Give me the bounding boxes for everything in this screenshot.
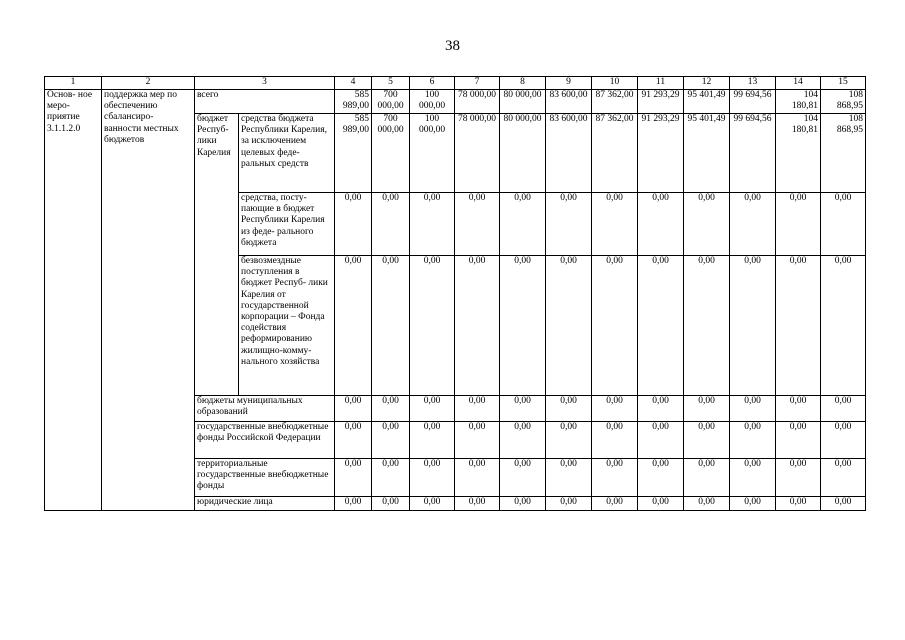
value-cell: 0,00 xyxy=(455,497,500,511)
value-cell: 0,00 xyxy=(500,396,546,422)
activity-code: Основ- ное меро- приятие 3.1.1.2.0 xyxy=(45,90,102,511)
value-cell: 0,00 xyxy=(455,422,500,459)
value-cell: 585 989,00 xyxy=(335,114,372,193)
header-cell: 11 xyxy=(638,77,684,90)
value-cell: 0,00 xyxy=(821,396,866,422)
value-cell: 95 401,49 xyxy=(684,90,730,114)
value-cell: 0,00 xyxy=(372,396,410,422)
value-cell: 0,00 xyxy=(730,256,776,396)
value-cell: 108 868,95 xyxy=(821,90,866,114)
value-cell: 0,00 xyxy=(410,396,455,422)
page-number: 38 xyxy=(445,38,460,54)
value-cell: 0,00 xyxy=(335,497,372,511)
value-cell: 87 362,00 xyxy=(592,90,638,114)
header-cell: 10 xyxy=(592,77,638,90)
value-cell: 80 000,00 xyxy=(500,90,546,114)
value-cell: 0,00 xyxy=(638,422,684,459)
value-cell: 0,00 xyxy=(776,256,821,396)
republic-budget-label: бюджет Респуб- лики Карелия xyxy=(195,114,239,396)
header-cell: 13 xyxy=(730,77,776,90)
value-cell: 0,00 xyxy=(410,497,455,511)
value-cell: 0,00 xyxy=(684,396,730,422)
value-cell: 0,00 xyxy=(592,459,638,497)
value-cell: 0,00 xyxy=(500,497,546,511)
value-cell: 0,00 xyxy=(730,193,776,256)
value-cell: 0,00 xyxy=(684,459,730,497)
row-label-gratuitous: безвозмездные поступления в бюджет Респуб- лики Карелия от государственной корпорации – Фонда содействия реформированию жилищно-комму- нального хозяйства xyxy=(239,256,335,396)
value-cell: 99 694,56 xyxy=(730,90,776,114)
value-cell: 78 000,00 xyxy=(455,90,500,114)
value-cell: 0,00 xyxy=(638,193,684,256)
header-cell: 15 xyxy=(821,77,866,90)
value-cell: 0,00 xyxy=(638,396,684,422)
value-cell: 0,00 xyxy=(684,193,730,256)
header-cell: 14 xyxy=(776,77,821,90)
value-cell: 99 694,56 xyxy=(730,114,776,193)
row-label-republic-own: средства бюджета Республики Карелия, за исключением целевых феде- ральных средств xyxy=(239,114,335,193)
header-cell: 9 xyxy=(546,77,592,90)
value-cell: 0,00 xyxy=(372,193,410,256)
value-cell: 0,00 xyxy=(410,422,455,459)
value-cell: 0,00 xyxy=(821,193,866,256)
value-cell: 0,00 xyxy=(335,256,372,396)
value-cell: 0,00 xyxy=(638,256,684,396)
value-cell: 0,00 xyxy=(592,193,638,256)
table-row xyxy=(45,90,866,114)
value-cell: 0,00 xyxy=(500,256,546,396)
value-cell: 0,00 xyxy=(410,193,455,256)
value-cell: 0,00 xyxy=(500,422,546,459)
value-cell: 0,00 xyxy=(592,422,638,459)
value-cell: 95 401,49 xyxy=(684,114,730,193)
value-cell: 0,00 xyxy=(335,193,372,256)
value-cell: 700 000,00 xyxy=(372,114,410,193)
value-cell: 0,00 xyxy=(500,193,546,256)
value-cell: 0,00 xyxy=(821,422,866,459)
row-label-territorial-funds: территориальные государственные внебюджетные фонды xyxy=(195,459,335,497)
value-cell: 91 293,29 xyxy=(638,114,684,193)
header-cell: 1 xyxy=(45,77,102,90)
value-cell: 0,00 xyxy=(546,459,592,497)
value-cell: 87 362,00 xyxy=(592,114,638,193)
value-cell: 0,00 xyxy=(730,422,776,459)
value-cell: 0,00 xyxy=(372,256,410,396)
budget-table xyxy=(44,76,866,511)
row-label-state-funds: государственные внебюджетные фонды Российской Федерации xyxy=(195,422,335,459)
value-cell: 0,00 xyxy=(335,396,372,422)
value-cell: 0,00 xyxy=(592,497,638,511)
value-cell: 0,00 xyxy=(500,459,546,497)
row-label-total: всего xyxy=(195,90,335,114)
value-cell: 0,00 xyxy=(776,193,821,256)
value-cell: 0,00 xyxy=(592,396,638,422)
value-cell: 104 180,81 xyxy=(776,114,821,193)
value-cell: 0,00 xyxy=(638,497,684,511)
header-cell: 2 xyxy=(102,77,195,90)
value-cell: 0,00 xyxy=(335,459,372,497)
value-cell: 0,00 xyxy=(372,497,410,511)
value-cell: 0,00 xyxy=(684,497,730,511)
value-cell: 100 000,00 xyxy=(410,90,455,114)
value-cell: 0,00 xyxy=(776,396,821,422)
value-cell: 78 000,00 xyxy=(455,114,500,193)
value-cell: 0,00 xyxy=(455,193,500,256)
value-cell: 0,00 xyxy=(776,422,821,459)
header-cell: 6 xyxy=(410,77,455,90)
value-cell: 0,00 xyxy=(455,256,500,396)
value-cell: 108 868,95 xyxy=(821,114,866,193)
header-cell: 4 xyxy=(335,77,372,90)
header-row xyxy=(45,77,866,90)
value-cell: 0,00 xyxy=(821,497,866,511)
header-cell: 12 xyxy=(684,77,730,90)
value-cell: 0,00 xyxy=(546,497,592,511)
value-cell: 0,00 xyxy=(546,422,592,459)
value-cell: 83 600,00 xyxy=(546,90,592,114)
value-cell: 104 180,81 xyxy=(776,90,821,114)
row-label-municipal: бюджеты муниципальных образований xyxy=(195,396,335,422)
value-cell: 0,00 xyxy=(410,459,455,497)
header-cell: 5 xyxy=(372,77,410,90)
value-cell: 0,00 xyxy=(730,497,776,511)
value-cell: 0,00 xyxy=(821,459,866,497)
header-cell: 8 xyxy=(500,77,546,90)
value-cell: 0,00 xyxy=(455,396,500,422)
row-label-federal-transfers: средства, посту- пающие в бюджет Республики Карелия из феде- рального бюджета xyxy=(239,193,335,256)
header-cell: 3 xyxy=(195,77,335,90)
value-cell: 0,00 xyxy=(730,396,776,422)
value-cell: 0,00 xyxy=(546,396,592,422)
value-cell: 0,00 xyxy=(638,459,684,497)
value-cell: 80 000,00 xyxy=(500,114,546,193)
value-cell: 0,00 xyxy=(372,422,410,459)
value-cell: 585 989,00 xyxy=(335,90,372,114)
value-cell: 0,00 xyxy=(455,459,500,497)
value-cell: 0,00 xyxy=(684,422,730,459)
value-cell: 0,00 xyxy=(546,193,592,256)
value-cell: 700 000,00 xyxy=(372,90,410,114)
value-cell: 0,00 xyxy=(335,422,372,459)
value-cell: 0,00 xyxy=(410,256,455,396)
value-cell: 0,00 xyxy=(592,256,638,396)
value-cell: 0,00 xyxy=(546,256,592,396)
value-cell: 0,00 xyxy=(776,497,821,511)
value-cell: 83 600,00 xyxy=(546,114,592,193)
value-cell: 0,00 xyxy=(372,459,410,497)
value-cell: 0,00 xyxy=(730,459,776,497)
value-cell: 100 000,00 xyxy=(410,114,455,193)
header-cell: 7 xyxy=(455,77,500,90)
value-cell: 0,00 xyxy=(684,256,730,396)
value-cell: 0,00 xyxy=(821,256,866,396)
activity-name: поддержка мер по обеспечению сбалансиро- ванности местных бюджетов xyxy=(102,90,195,511)
value-cell: 0,00 xyxy=(776,459,821,497)
value-cell: 91 293,29 xyxy=(638,90,684,114)
row-label-legal-entities: юридические лица xyxy=(195,497,335,511)
